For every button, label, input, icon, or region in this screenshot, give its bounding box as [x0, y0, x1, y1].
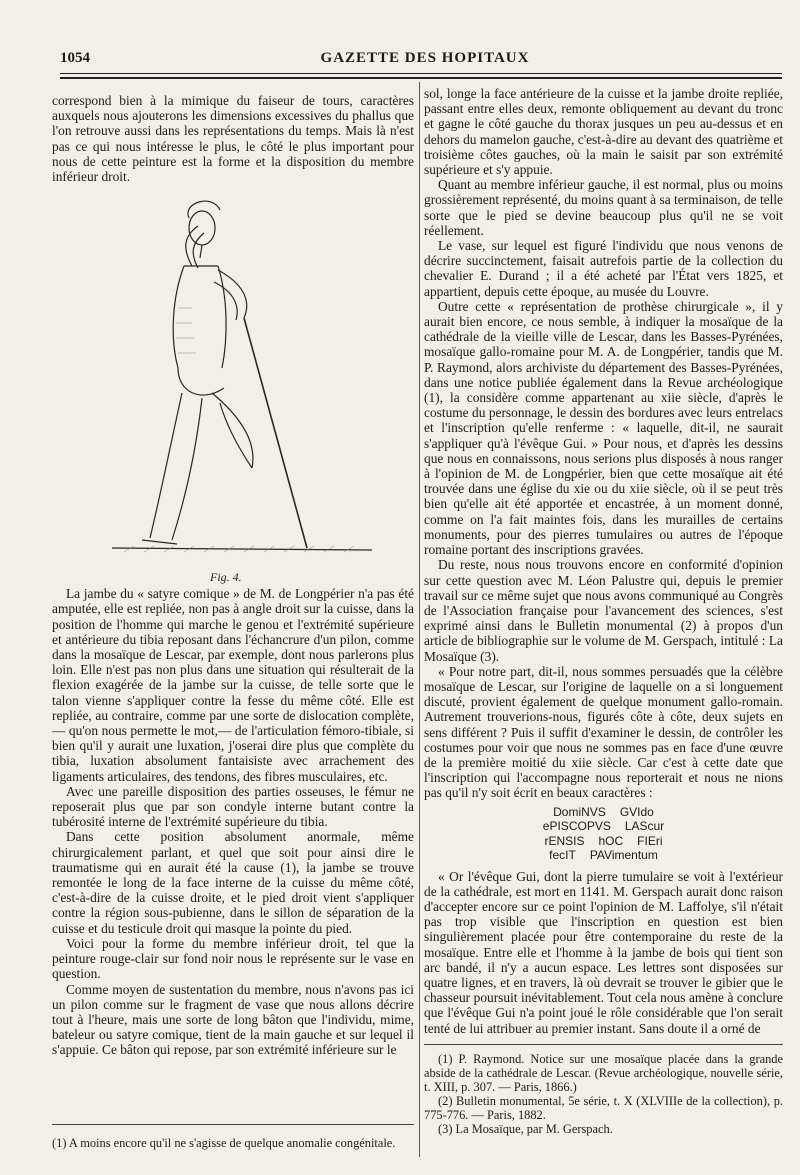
- paragraph: Du reste, nous nous trouvons encore en conformité d'opinion sur cette question avec M. Léon Palustre qui, depuis le premier travail sur ce même sujet que nous avons communiqué au Congrès de l'Association française pour l'avancement des sciences, s'est exprimé ainsi dans le Bulletin monumental (2) à propos d'un article de bibliographie sur le volume de M. Gerspach, intitulé : La Mosaïque (3).: [424, 557, 783, 664]
- journal-title: GAZETTE DES HOPITAUX: [320, 50, 530, 66]
- inscription-line: [424, 834, 783, 849]
- footnote-rule: [424, 1044, 783, 1045]
- right-column: [424, 86, 783, 1136]
- paragraph: Dans cette position absolument anormale, même chirurgicalement parlant, et quel que soit pour ainsi dire le traumatisme qui en aurait été la cause (1), la jambe se trouve remontée le long de la face interne de la cuisse du même côté, c'est-à-dire de la cuisse droite, et le pied droit vient s'appliquer contre la région sous-pubienne, dans le sillon de séparation de la cuisse et du testicule droit qui masque la pointe du pied.: [52, 829, 414, 936]
- figure-satyr-engraving: [52, 188, 414, 585]
- paragraph: sol, longe la face antérieure de la cuisse et la jambe droite repliée, passant entre elles deux, remonte obliquement au devant du tronc et gagne le côté gauche du thorax jusques un peu au-dessus et en dehors du mamelon gauche, c'est-à-dire au devant des quatrième et troisième côtes gauches, où la main le saisit par son extrémité supérieure et s'y appuie.: [424, 86, 783, 178]
- inscription-word: rENSIS: [544, 833, 585, 848]
- footnote-rule: [52, 1124, 414, 1125]
- inscription-word: FIEri: [637, 833, 663, 848]
- page-header: [60, 50, 790, 72]
- paragraph: Le vase, sur lequel est figuré l'individu que nous venons de décrire succinctement, faisait autrefois partie de la collection du chevalier E. Durand ; il a été acheté par l'État vers 1825, et appartient, depuis cette époque, au musée du Louvre.: [424, 238, 783, 299]
- footnote: (1) A moins encore qu'il ne s'agisse de quelque anomalie congénitale.: [52, 1136, 396, 1150]
- paragraph: Voici pour la forme du membre inférieur droit, tel que la peinture rouge-clair sur fond noir nous le représente sur le vase en question.: [52, 935, 414, 982]
- paragraph: La jambe du « satyre comique » de M. de Longpérier n'a pas été amputée, elle est repliée, non pas à angle droit sur la cuisse, dans la position de l'homme qui marche le genou et l'extrémité supérieure et antérieure du tibia reposant dans l'échancrure d'un pilon, comme dans la mosaïque de Lescar, par exemple, dont nous parlerons plus loin. Elle n'est pas non plus dans une situation qui résulterait de la flexion exagérée de la jambe sur la cuisse, de telle sorte que le talon vienne s'appliquer contre la fesse du même côté. Elle est repliée, au contraire, comme par une sorte de dislocation complète,— qu'on nous permette le mot,— de l'articulation fémoro-tibiale, si bien qu'il y aurait une luxation, j'oserai dire plus que complète du tibia, luxation absolument fantaisiste avec arrachement des ligaments articulaires, des tendons, des fibres musculaires, etc.: [52, 586, 414, 784]
- paragraph: correspond bien à la mimique du faiseur de tours, caractères auxquels nous ajouterons les dimensions excessives du phallus que l'on retrouve aussi dans les représentations du temps. Mais là n'est pas ce qui nous intéresse le plus, le côté le plus important pour nous de cette peinture est la forme et la disposition du membre inférieur droit.: [52, 93, 414, 185]
- inscription-word: hOC: [598, 833, 624, 848]
- column-divider: [419, 82, 420, 1157]
- footnote: (2) Bulletin monumental, 5e série, t. X (XLVIIIe de la collection), p. 775-776. — Paris, 1882.: [424, 1093, 783, 1122]
- inscription-line: [424, 848, 783, 863]
- inscription-word: fecIT: [549, 848, 576, 863]
- inscription-line: [424, 805, 783, 820]
- paragraph: « Pour notre part, dit-il, nous sommes persuadés que la célèbre mosaïque de Lescar, sur l'origine de laquelle on a si longuement discuté, provient également de quelque monument gallo-romain. Autrement trouverions-nous, figurés côte à côte, deux sujets en sens différent ? Puis il suffit d'examiner le dessin, de contrôler les costumes pour voir que nous ne sommes pas en face d'une œuvre de la première moitié du xiie siècle. Car c'est à cette date que l'inscription qui l'accompagne nous reporterait et nous ne nions pas qu'il n'y soit écrit en beaux caractères :: [424, 663, 783, 801]
- inscription-word: ePISCOPVS: [542, 819, 611, 834]
- paragraph: « Or l'évêque Gui, dont la pierre tumulaire se voit à l'extérieur de la cathédrale, est mort en 1141. M. Gerspach aurait donc raison d'accepter encore sur ce point l'opinion de M. Laffolye, s'il n'était pas trop visible que l'inscription en question est bien singulièrement placée pour être contemporaine du reste de la mosaïque. Entre elle et l'homme à la jambe de bois qui tient son arc bandé, il n'y a aucun espace. Les lettres sont disposées sur quatre lignes, et en travers, là où devrait se trouver le gibier que le chasseur poursuit inévitablement. Tout cela nous amène à conclure que l'évêque Gui n'a point joué le rôle considérable que l'on serait tenté de lui attribuer au premier instant. Sans doute il a orné de: [424, 868, 783, 1036]
- header-rule: [60, 73, 782, 74]
- inscription-word: LAScur: [624, 819, 665, 834]
- footnote: (3) La Mosaïque, par M. Gerspach.: [438, 1121, 613, 1136]
- paragraph: Quant au membre inférieur gauche, il est normal, plus ou moins grossièrement représenté, du moins quant à sa terminaison, de telle sorte que le pied se devine beaucoup plus qu'il ne se voit réellement.: [424, 177, 783, 238]
- inscription-line: [424, 819, 783, 834]
- footnote: (1) P. Raymond. Notice sur une mosaïque placée dans la grande abside de la cathédrale de Lescar. (Revue archéologique, nouvelle série, t. XIII, p. 307. — Paris, 1866.): [424, 1051, 783, 1094]
- satyr-figure-illustration: [52, 188, 414, 578]
- inscription-word: GVIdo: [619, 804, 654, 819]
- inscription-word: DomiNVS: [553, 804, 606, 819]
- inscription-block: [424, 805, 783, 863]
- left-column: [52, 93, 414, 1058]
- inscription-word: PAVimentum: [589, 848, 658, 863]
- figure-caption: Fig. 4.: [210, 570, 242, 585]
- page-number: 1054: [60, 50, 90, 66]
- header-rule-double: [60, 77, 782, 79]
- paragraph: Avec une pareille disposition des parties osseuses, le fémur ne reposerait plus que par son condyle interne butant contre la tubérosité interne de l'extrémité supérieure du tibia.: [52, 783, 414, 830]
- paragraph: Comme moyen de sustentation du membre, nous n'avons pas ici un pilon comme sur le fragment de vase que nous allons décrire tout à l'heure, mais une sorte de long bâton que l'individu, mime, bateleur ou satyre comique, tient de la main gauche et sur lequel il s'appuie. Ce bâton qui repose, par son extrémité inférieure sur le: [52, 981, 414, 1058]
- paragraph: Outre cette « représentation de prothèse chirurgicale », il y aurait bien encore, ce nous semble, à indiquer la mosaïque de la cathédrale de la vieille ville de Lescar, dans les Basses-Pyrénées, mosaïque gallo-romaine pour M. A. de Longpérier, tandis que M. P. Raymond, alors archiviste du département des Basses-Pyrénées, dans une notice publiée également dans la Revue archéologique (1), la considère comme appartenant au xiie siècle, d'après le costume du personnage, le dessin des bordures avec leurs entrelacs et l'inscription qu'elle renferme : « laquelle, dit-il, ne saurait s'appliquer qu'à l'évêque Gui. » Pour nous, et d'après les dessins que nous en connaissons, nous serions plus disposés à nous ranger à l'opinion de M. de Longpérier, bien que cette mosaïque ait été trouvée dans une église du xie ou du xiie siècle, où il se peut très bien qu'elle ait été apportée et encastrée, à un moment donné, comme on l'a fait maintes fois, dans les murailles de certains monuments, pour des pierres tumulaires ou autres de l'époque romaine portant des inscriptions gravées.: [424, 298, 783, 558]
